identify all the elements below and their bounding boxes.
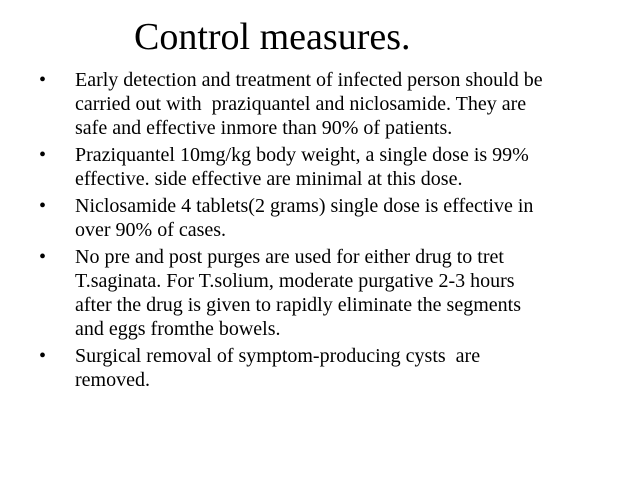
slide-title: Control measures. [134,16,411,58]
bullet-text-line: over 90% of cases. [75,219,227,241]
bullet-item [0,344,615,392]
bullet-text-line: No pre and post purges are used for either drug to tret [75,246,504,268]
bullet-text-line: Niclosamide 4 tablets(2 grams) single dose is effective in [75,195,534,217]
bullet-text-line: and eggs fromthe bowels. [75,318,281,340]
bullet-text-line: effective. side effective are minimal at this dose. [75,168,463,190]
bullet-dot-icon: • [39,246,47,268]
bullet-item [0,68,615,140]
bullet-text-line: Early detection and treatment of infected person should be [75,69,543,91]
bullet-dot-icon: • [39,69,47,91]
bullet-text-line: removed. [75,369,150,391]
bullet-text-line: Surgical removal of symptom-producing cysts are [75,345,481,367]
bullet-text-line: after the drug is given to rapidly eliminate the segments [75,294,521,316]
bullet-dot-icon: • [39,195,47,217]
bullet-dot-icon: • [39,144,47,166]
bullet-dot-icon: • [39,345,47,367]
bullet-list [0,68,638,395]
bullet-text-line: carried out with praziquantel and niclosamide. They are [75,93,527,115]
bullet-item [0,194,615,242]
bullet-text-line: safe and effective inmore than 90% of patients. [75,117,453,139]
bullet-item [0,143,615,191]
bullet-text-line: Praziquantel 10mg/kg body weight, a single dose is 99% [75,144,529,166]
bullet-item [0,245,615,341]
bullet-text-line: T.saginata. For T.solium, moderate purgative 2-3 hours [75,270,515,292]
